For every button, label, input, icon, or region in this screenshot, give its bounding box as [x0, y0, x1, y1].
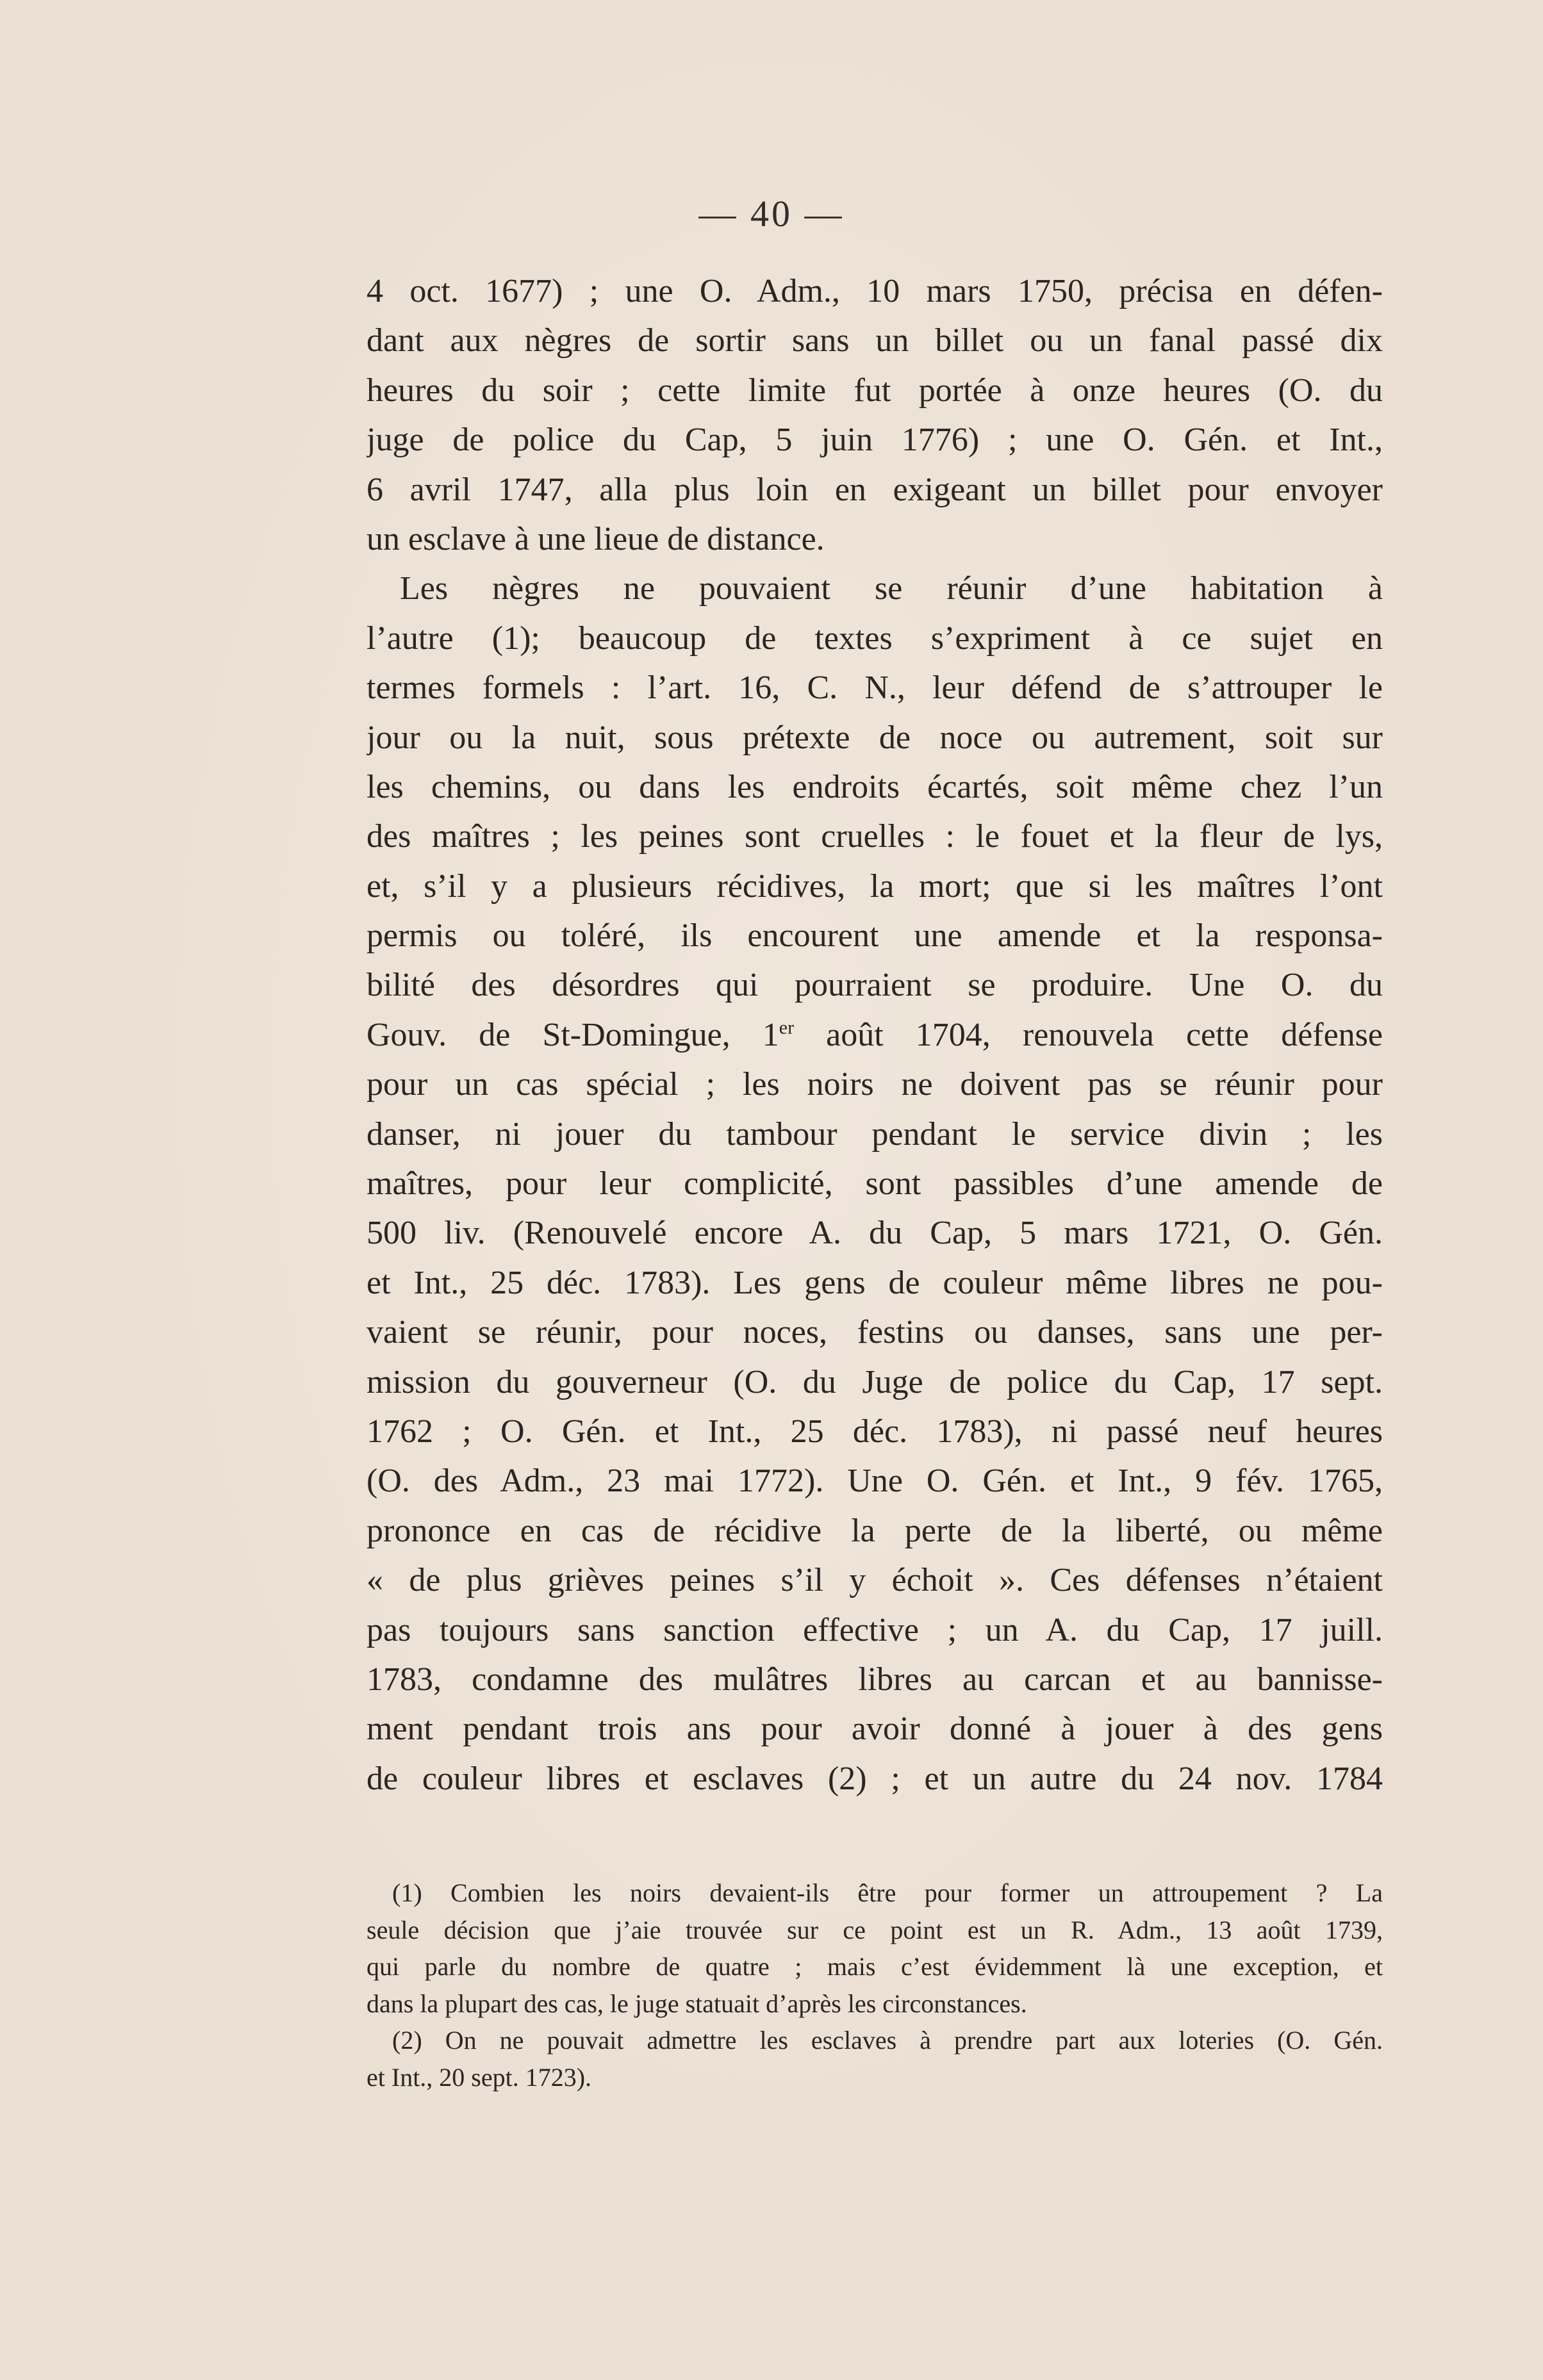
- body-line: « de plus grièves peines s’il y échoit ». Ces défenses n’étaient: [367, 1562, 1383, 1599]
- body-line: Gouv. de St-Domingue, 1er août 1704, renouvela cette défense: [367, 1016, 1383, 1053]
- body-line: 1762 ; O. Gén. et Int., 25 déc. 1783), ni passé neuf heures: [367, 1413, 1383, 1450]
- body-text: [367, 267, 1383, 1803]
- body-line: 4 oct. 1677) ; une O. Adm., 10 mars 1750, précisa en défen-: [367, 273, 1383, 309]
- body-line: maîtres, pour leur complicité, sont passibles d’une amende de: [367, 1165, 1383, 1202]
- body-line: ment pendant trois ans pour avoir donné à jouer à des gens: [367, 1711, 1383, 1748]
- body-line: prononce en cas de récidive la perte de la liberté, ou même: [367, 1512, 1383, 1549]
- body-line: les chemins, ou dans les endroits écartés, soit même chez l’un: [367, 768, 1383, 805]
- body-line: Les nègres ne pouvaient se réunir d’une habitation à: [400, 570, 1383, 607]
- body-line: termes formels : l’art. 16, C. N., leur défend de s’attrouper le: [367, 669, 1383, 707]
- body-line: dant aux nègres de sortir sans un billet ou un fanal passé dix: [367, 322, 1383, 359]
- body-line: juge de police du Cap, 5 juin 1776) ; une O. Gén. et Int.,: [367, 422, 1383, 459]
- body-line: l’autre (1); beaucoup de textes s’expriment à ce sujet en: [367, 620, 1383, 657]
- body-line: jour ou la nuit, sous prétexte de noce ou autrement, soit sur: [367, 719, 1383, 756]
- footnote-line: et Int., 20 sept. 1723).: [367, 2062, 592, 2092]
- footnote-line: dans la plupart des cas, le juge statuait d’après les circonstances.: [367, 1989, 1027, 2018]
- body-line: et, s’il y a plusieurs récidives, la mort; que si les maîtres l’ont: [367, 867, 1383, 905]
- body-line: bilité des désordres qui pourraient se produire. Une O. du: [367, 967, 1383, 1004]
- body-line: 1783, condamne des mulâtres libres au carcan et au bannisse-: [367, 1661, 1383, 1698]
- body-line: permis ou toléré, ils encourent une amende et la responsa-: [367, 917, 1383, 955]
- body-line: des maîtres ; les peines sont cruelles : le fouet et la fleur de lys,: [367, 818, 1383, 855]
- footnote-line: seule décision que j’aie trouvée sur ce point est un R. Adm., 13 août 1739,: [367, 1915, 1383, 1944]
- body-line: et Int., 25 déc. 1783). Les gens de couleur même libres ne pou-: [367, 1264, 1383, 1301]
- body-line: (O. des Adm., 23 mai 1772). Une O. Gén. et Int., 9 fév. 1765,: [367, 1463, 1383, 1500]
- body-line: pour un cas spécial ; les noirs ne doivent pas se réunir pour: [367, 1066, 1383, 1103]
- body-line: mission du gouverneur (O. du Juge de police du Cap, 17 sept.: [367, 1363, 1383, 1400]
- body-line: danser, ni jouer du tambour pendant le service divin ; les: [367, 1115, 1383, 1153]
- body-line: de couleur libres et esclaves (2) ; et un autre du 24 nov. 1784: [367, 1760, 1383, 1797]
- body-line: vaient se réunir, pour noces, festins ou danses, sans une per-: [367, 1314, 1383, 1351]
- body-line: 500 liv. (Renouvelé encore A. du Cap, 5 mars 1721, O. Gén.: [367, 1215, 1383, 1252]
- body-line: pas toujours sans sanction effective ; un A. du Cap, 17 juill.: [367, 1611, 1383, 1648]
- body-line: heures du soir ; cette limite fut portée à onze heures (O. du: [367, 372, 1383, 409]
- body-line: un esclave à une lieue de distance.: [367, 520, 825, 557]
- body-line: 6 avril 1747, alla plus loin en exigeant un billet pour envoyer: [367, 471, 1383, 508]
- footnotes: [367, 1875, 1383, 2096]
- page-number: — 40 —: [698, 193, 845, 234]
- footnote-line: (1) Combien les noirs devaient-ils être pour former un attroupement ? La: [392, 1878, 1383, 1907]
- footnote-line: (2) On ne pouvait admettre les esclaves à prendre part aux loteries (O. Gén.: [392, 2026, 1383, 2055]
- footnote-line: qui parle du nombre de quatre ; mais c’est évidemment là une exception, et: [367, 1952, 1383, 1981]
